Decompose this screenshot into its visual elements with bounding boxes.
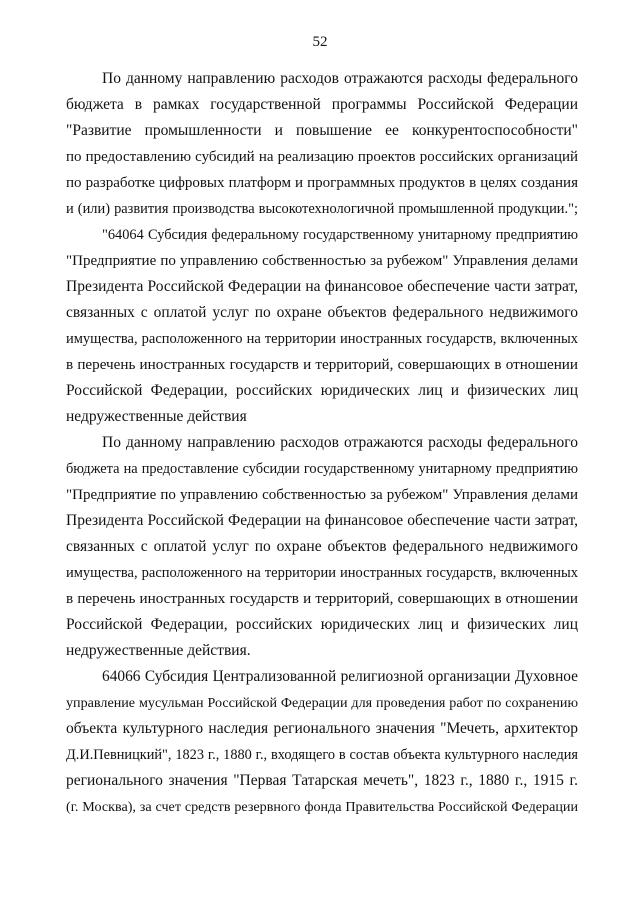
text-line: бюджета на предоставление субсидии государственному унитарному предприятию [66, 461, 578, 477]
text-line: По данному направлению расходов отражаются расходы федерального [102, 434, 578, 451]
document-body [66, 66, 578, 820]
text-line: по разработке цифровых платформ и программных продуктов в целях создания [66, 175, 578, 191]
text-line: Д.И.Певницкий", 1823 г., 1880 г., входящего в состав объекта культурного наследия [66, 747, 578, 763]
text-line: Российской Федерации, российских юридических лиц и физических лиц [66, 616, 578, 633]
text-line: недружественные действия. [66, 642, 251, 659]
text-line: "64064 Субсидия федеральному государственному унитарному предприятию [102, 227, 578, 243]
text-line: имущества, расположенного на территории иностранных государств, включенных [66, 565, 578, 581]
text-line: управление мусульман Российской Федерации для проведения работ по сохранению [66, 695, 578, 711]
paragraph-1 [66, 66, 578, 222]
paragraph-2 [66, 222, 578, 430]
text-line: Российской Федерации, российских юридических лиц и физических лиц [66, 382, 578, 399]
text-line: недружественные действия [66, 408, 247, 425]
paragraph-4 [66, 664, 578, 820]
text-line: "Предприятие по управлению собственностью за рубежом" Управления делами [66, 253, 578, 269]
text-line: объекта культурного наследия регионального значения "Мечеть, архитектор [66, 720, 578, 737]
text-line: и (или) развития производства высокотехнологичной промышленной продукции."; [66, 201, 578, 217]
paragraph-3 [66, 430, 578, 664]
text-line: связанных с оплатой услуг по охране объектов федерального недвижимого [66, 304, 578, 321]
text-line: Президента Российской Федерации на финансовое обеспечение части затрат, [66, 512, 578, 529]
text-line: (г. Москва), за счет средств резервного фонда Правительства Российской Федерации [66, 799, 578, 815]
text-line: связанных с оплатой услуг по охране объектов федерального недвижимого [66, 538, 578, 555]
text-line: "Развитие промышленности и повышение ее конкурентоспособности" [66, 122, 578, 139]
text-line: бюджета в рамках государственной программы Российской Федерации [66, 96, 578, 113]
text-line: По данному направлению расходов отражаются расходы федерального [102, 70, 578, 87]
text-line: регионального значения "Первая Татарская мечеть", 1823 г., 1880 г., 1915 г. [66, 772, 578, 789]
text-line: имущества, расположенного на территории иностранных государств, включенных [66, 331, 578, 347]
page-number: 52 [312, 34, 328, 50]
text-line: Президента Российской Федерации на финансовое обеспечение части затрат, [66, 278, 578, 295]
text-line: 64066 Субсидия Централизованной религиозной организации Духовное [102, 668, 578, 685]
text-line: по предоставлению субсидий на реализацию проектов российских организаций [66, 149, 578, 165]
text-line: в перечень иностранных государств и территорий, совершающих в отношении [66, 357, 578, 373]
text-line: "Предприятие по управлению собственностью за рубежом" Управления делами [66, 487, 578, 503]
text-line: в перечень иностранных государств и территорий, совершающих в отношении [66, 591, 578, 607]
